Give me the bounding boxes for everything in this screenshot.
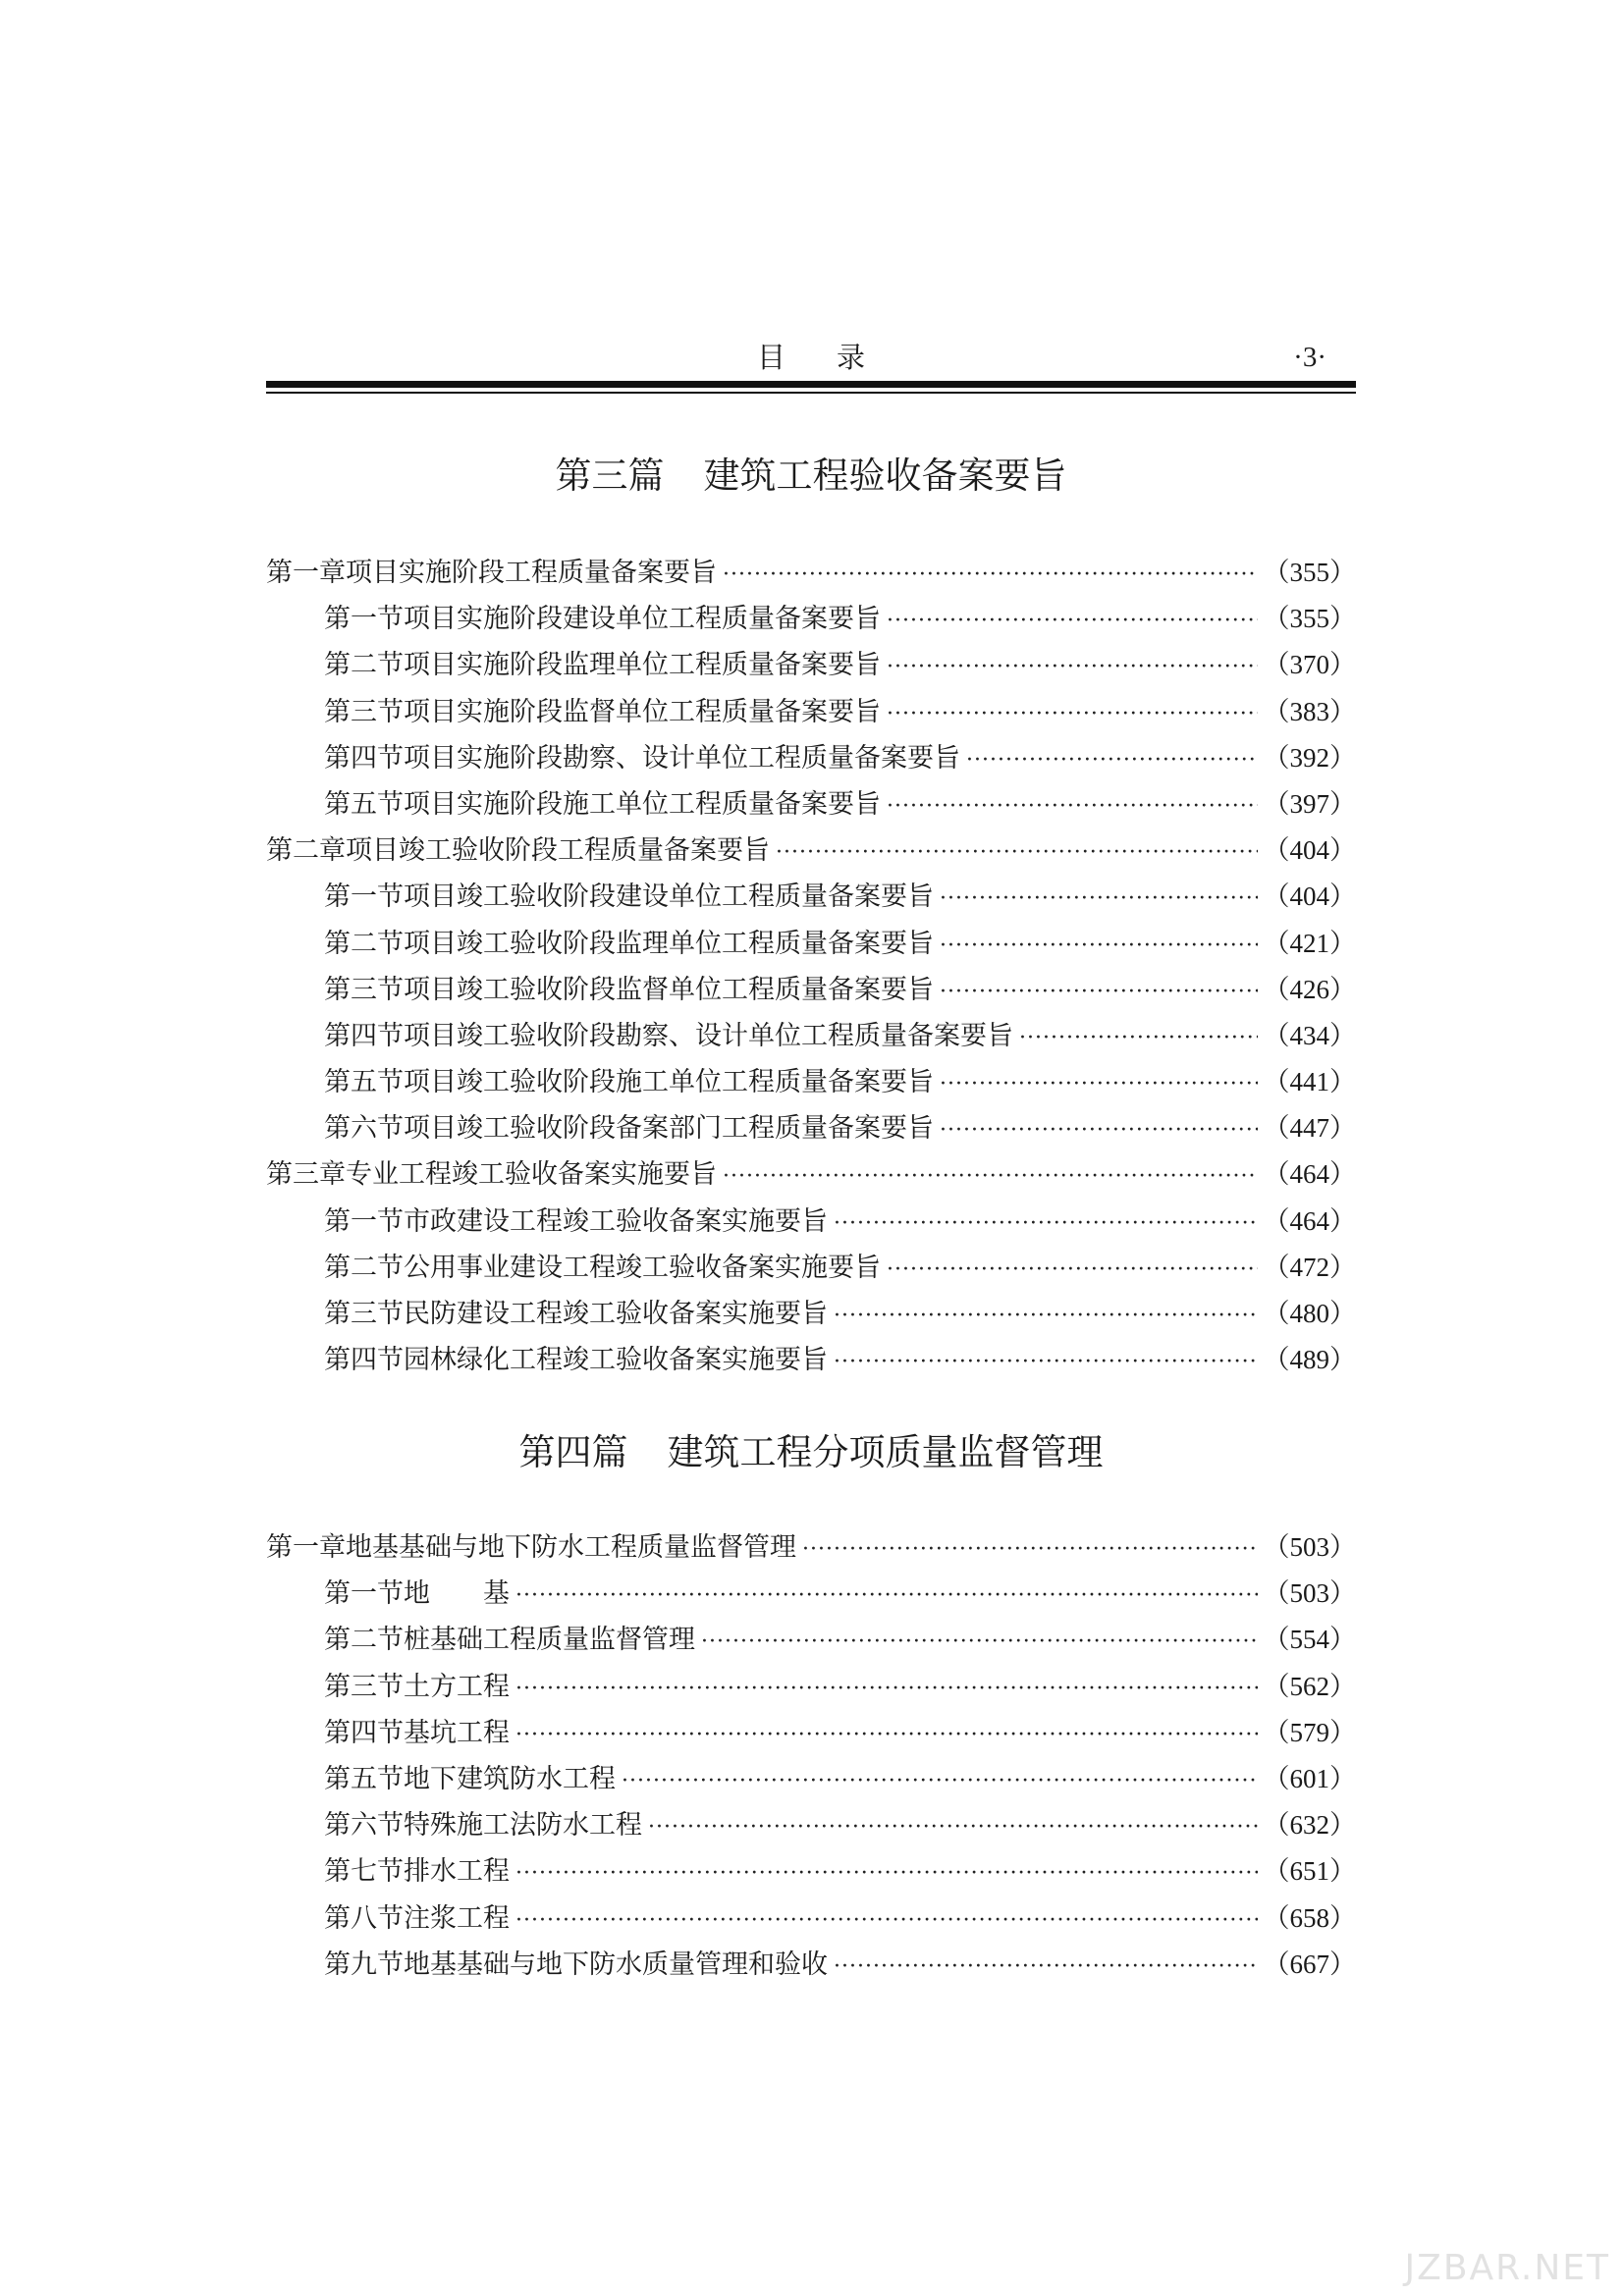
toc-section-entry[interactable] bbox=[266, 596, 1356, 642]
part-name: 建筑工程分项质量监督管理 bbox=[667, 1431, 1104, 1473]
dot-leader bbox=[515, 1897, 1258, 1944]
entry-page-number: （355） bbox=[1263, 558, 1356, 587]
dot-leader bbox=[802, 1526, 1258, 1573]
toc-section-entry[interactable] bbox=[266, 1756, 1356, 1802]
toc-section-entry[interactable] bbox=[266, 1802, 1356, 1848]
entry-number: 第五节 bbox=[324, 1067, 404, 1098]
toc-chapter-entry[interactable] bbox=[266, 550, 1356, 596]
entry-title: 项目实施阶段监理单位工程质量备案要旨 bbox=[404, 650, 881, 681]
entry-number: 第三节 bbox=[324, 1299, 404, 1329]
entry-title: 项目竣工验收阶段工程质量备案要旨 bbox=[346, 835, 770, 867]
toc-chapter-entry[interactable] bbox=[266, 828, 1356, 874]
part-number: 第三篇 bbox=[555, 454, 665, 497]
entry-page-number: （421） bbox=[1263, 928, 1356, 958]
dot-leader bbox=[515, 1666, 1258, 1712]
toc-section-entry[interactable] bbox=[266, 1059, 1356, 1105]
toc-section-entry[interactable] bbox=[266, 1896, 1356, 1942]
entry-number: 第二章 bbox=[266, 835, 346, 867]
dot-leader bbox=[723, 1153, 1258, 1200]
dot-leader bbox=[834, 1339, 1258, 1385]
entry-title: 桩基础工程质量监督管理 bbox=[404, 1625, 695, 1656]
dot-leader bbox=[834, 1201, 1258, 1247]
entry-number: 第一章 bbox=[266, 558, 346, 588]
dot-leader bbox=[887, 783, 1258, 829]
part-title-4 bbox=[266, 1428, 1356, 1477]
entry-title: 民防建设工程竣工验收备案实施要旨 bbox=[404, 1299, 828, 1329]
entry-page-number: （503） bbox=[1263, 1532, 1356, 1562]
entry-title: 项目实施阶段施工单位工程质量备案要旨 bbox=[404, 788, 881, 820]
entry-number: 第六节 bbox=[324, 1810, 404, 1842]
dot-leader bbox=[966, 737, 1258, 783]
dot-leader bbox=[940, 876, 1258, 922]
entry-number: 第一节 bbox=[324, 604, 404, 635]
entry-number: 第五节 bbox=[324, 1763, 404, 1794]
entry-page-number: （579） bbox=[1263, 1717, 1356, 1747]
entry-number: 第一节 bbox=[324, 1205, 404, 1237]
toc-part-4 bbox=[266, 1524, 1356, 1988]
entry-title: 项目竣工验收阶段施工单位工程质量备案要旨 bbox=[404, 1067, 934, 1098]
entry-title: 项目竣工验收阶段监理单位工程质量备案要旨 bbox=[404, 928, 934, 959]
entry-page-number: （434） bbox=[1263, 1020, 1356, 1050]
entry-title: 专业工程竣工验收备案实施要旨 bbox=[346, 1159, 717, 1191]
entry-number: 第二节 bbox=[324, 1252, 404, 1283]
entry-title: 地基基础与地下防水工程质量监督管理 bbox=[346, 1532, 796, 1563]
toc-section-entry[interactable] bbox=[266, 1013, 1356, 1059]
entry-number: 第一节 bbox=[324, 881, 404, 913]
dot-leader bbox=[622, 1758, 1258, 1804]
part-number: 第四篇 bbox=[518, 1431, 628, 1473]
entry-number: 第二节 bbox=[324, 928, 404, 959]
entry-page-number: （554） bbox=[1263, 1625, 1356, 1655]
entry-number: 第三节 bbox=[324, 696, 404, 727]
dot-leader bbox=[1019, 1015, 1258, 1061]
dot-leader bbox=[940, 1061, 1258, 1107]
entry-page-number: （601） bbox=[1263, 1763, 1356, 1793]
toc-section-entry[interactable] bbox=[266, 1942, 1356, 1988]
entry-number: 第五节 bbox=[324, 788, 404, 820]
dot-leader bbox=[515, 1850, 1258, 1896]
entry-page-number: （370） bbox=[1263, 650, 1356, 680]
toc-section-entry[interactable] bbox=[266, 1617, 1356, 1663]
watermark: JZBAR.NET bbox=[1404, 2248, 1610, 2288]
dot-leader bbox=[648, 1804, 1258, 1850]
entry-number: 第三章 bbox=[266, 1159, 346, 1191]
entry-title: 市政建设工程竣工验收备案实施要旨 bbox=[404, 1205, 828, 1237]
dot-leader bbox=[515, 1573, 1258, 1619]
dot-leader bbox=[834, 1944, 1258, 1990]
entry-title: 项目竣工验收阶段监督单位工程质量备案要旨 bbox=[404, 974, 934, 1005]
entry-number: 第一章 bbox=[266, 1532, 346, 1563]
entry-page-number: （464） bbox=[1263, 1205, 1356, 1236]
toc-section-entry[interactable] bbox=[266, 1291, 1356, 1337]
toc-section-entry[interactable] bbox=[266, 1848, 1356, 1895]
entry-number: 第二节 bbox=[324, 650, 404, 681]
dot-leader bbox=[940, 923, 1258, 969]
dot-leader bbox=[887, 598, 1258, 644]
toc-section-entry[interactable] bbox=[266, 1199, 1356, 1245]
entry-page-number: （658） bbox=[1263, 1902, 1356, 1933]
entry-title: 基坑工程 bbox=[404, 1717, 510, 1748]
entry-page-number: （426） bbox=[1263, 974, 1356, 1004]
entry-title: 项目竣工验收阶段备案部门工程质量备案要旨 bbox=[404, 1113, 934, 1145]
entry-number: 第八节 bbox=[324, 1902, 404, 1934]
toc-chapter-entry[interactable] bbox=[266, 1151, 1356, 1198]
entry-page-number: （441） bbox=[1263, 1067, 1356, 1097]
toc-section-entry[interactable] bbox=[266, 1571, 1356, 1617]
entry-page-number: （355） bbox=[1263, 604, 1356, 634]
entry-page-number: （667） bbox=[1263, 1949, 1356, 1979]
toc-section-entry[interactable] bbox=[266, 1664, 1356, 1710]
entry-page-number: （447） bbox=[1263, 1113, 1356, 1144]
entry-page-number: （480） bbox=[1263, 1299, 1356, 1328]
dot-leader bbox=[887, 644, 1258, 690]
entry-page-number: （404） bbox=[1263, 881, 1356, 912]
entry-page-number: （632） bbox=[1263, 1810, 1356, 1841]
entry-title: 地 基 bbox=[404, 1578, 510, 1610]
dot-leader bbox=[701, 1619, 1258, 1665]
entry-page-number: （383） bbox=[1263, 696, 1356, 726]
entry-number: 第七节 bbox=[324, 1856, 404, 1888]
entry-number: 第四节 bbox=[324, 1020, 404, 1051]
part-name: 建筑工程验收备案要旨 bbox=[703, 454, 1067, 497]
entry-title: 注浆工程 bbox=[404, 1902, 510, 1934]
entry-number: 第六节 bbox=[324, 1113, 404, 1145]
running-header bbox=[266, 338, 1356, 387]
toc-section-entry[interactable] bbox=[266, 967, 1356, 1013]
entry-title: 项目竣工验收阶段勘察、设计单位工程质量备案要旨 bbox=[404, 1020, 1013, 1051]
toc-section-entry[interactable] bbox=[266, 921, 1356, 967]
entry-title: 项目实施阶段勘察、设计单位工程质量备案要旨 bbox=[404, 742, 960, 774]
entry-page-number: （651） bbox=[1263, 1856, 1356, 1887]
entry-title: 土方工程 bbox=[404, 1671, 510, 1702]
entry-number: 第九节 bbox=[324, 1949, 404, 1980]
entry-title: 项目竣工验收阶段建设单位工程质量备案要旨 bbox=[404, 881, 934, 913]
dot-leader bbox=[940, 1107, 1258, 1153]
header-rule-thick bbox=[266, 381, 1356, 388]
entry-number: 第四节 bbox=[324, 1345, 404, 1376]
entry-number: 第一节 bbox=[324, 1578, 404, 1610]
entry-page-number: （404） bbox=[1263, 835, 1356, 866]
part-title-3 bbox=[266, 452, 1356, 501]
toc-section-entry[interactable] bbox=[266, 642, 1356, 688]
dot-leader bbox=[776, 829, 1258, 876]
dot-leader bbox=[887, 1247, 1258, 1293]
header-title: 目录 bbox=[756, 341, 916, 374]
entry-title: 项目实施阶段监督单位工程质量备案要旨 bbox=[404, 696, 881, 727]
entry-page-number: （562） bbox=[1263, 1671, 1356, 1701]
entry-page-number: （489） bbox=[1263, 1345, 1356, 1375]
entry-number: 第四节 bbox=[324, 1717, 404, 1748]
entry-number: 第四节 bbox=[324, 742, 404, 774]
dot-leader bbox=[723, 552, 1258, 598]
entry-title: 特殊施工法防水工程 bbox=[404, 1810, 642, 1842]
toc-section-entry[interactable] bbox=[266, 874, 1356, 920]
entry-page-number: （397） bbox=[1263, 788, 1356, 819]
entry-page-number: （464） bbox=[1263, 1159, 1356, 1190]
entry-title: 公用事业建设工程竣工验收备案实施要旨 bbox=[404, 1252, 881, 1283]
entry-page-number: （472） bbox=[1263, 1252, 1356, 1282]
entry-title: 项目实施阶段建设单位工程质量备案要旨 bbox=[404, 604, 881, 635]
toc-section-entry[interactable] bbox=[266, 735, 1356, 781]
dot-leader bbox=[887, 691, 1258, 737]
toc-section-entry[interactable] bbox=[266, 1337, 1356, 1383]
toc-section-entry[interactable] bbox=[266, 781, 1356, 828]
entry-page-number: （503） bbox=[1263, 1578, 1356, 1609]
toc-section-entry[interactable] bbox=[266, 1105, 1356, 1151]
toc-section-entry[interactable] bbox=[266, 1710, 1356, 1756]
entry-page-number: （392） bbox=[1263, 742, 1356, 773]
toc-chapter-entry[interactable] bbox=[266, 1524, 1356, 1571]
dot-leader bbox=[515, 1712, 1258, 1758]
toc-section-entry[interactable] bbox=[266, 1245, 1356, 1291]
dot-leader bbox=[834, 1293, 1258, 1339]
entry-title: 项目实施阶段工程质量备案要旨 bbox=[346, 558, 717, 588]
toc-section-entry[interactable] bbox=[266, 689, 1356, 735]
entry-title: 地下建筑防水工程 bbox=[404, 1763, 616, 1794]
entry-title: 排水工程 bbox=[404, 1856, 510, 1888]
toc-part-3 bbox=[266, 550, 1356, 1383]
header-rule-thin bbox=[266, 392, 1356, 394]
dot-leader bbox=[940, 969, 1258, 1015]
header-page-number: ·3· bbox=[1293, 342, 1326, 373]
entry-number: 第三节 bbox=[324, 974, 404, 1005]
entry-number: 第三节 bbox=[324, 1671, 404, 1702]
entry-title: 园林绿化工程竣工验收备案实施要旨 bbox=[404, 1345, 828, 1376]
entry-title: 地基基础与地下防水质量管理和验收 bbox=[404, 1949, 828, 1980]
entry-number: 第二节 bbox=[324, 1625, 404, 1656]
